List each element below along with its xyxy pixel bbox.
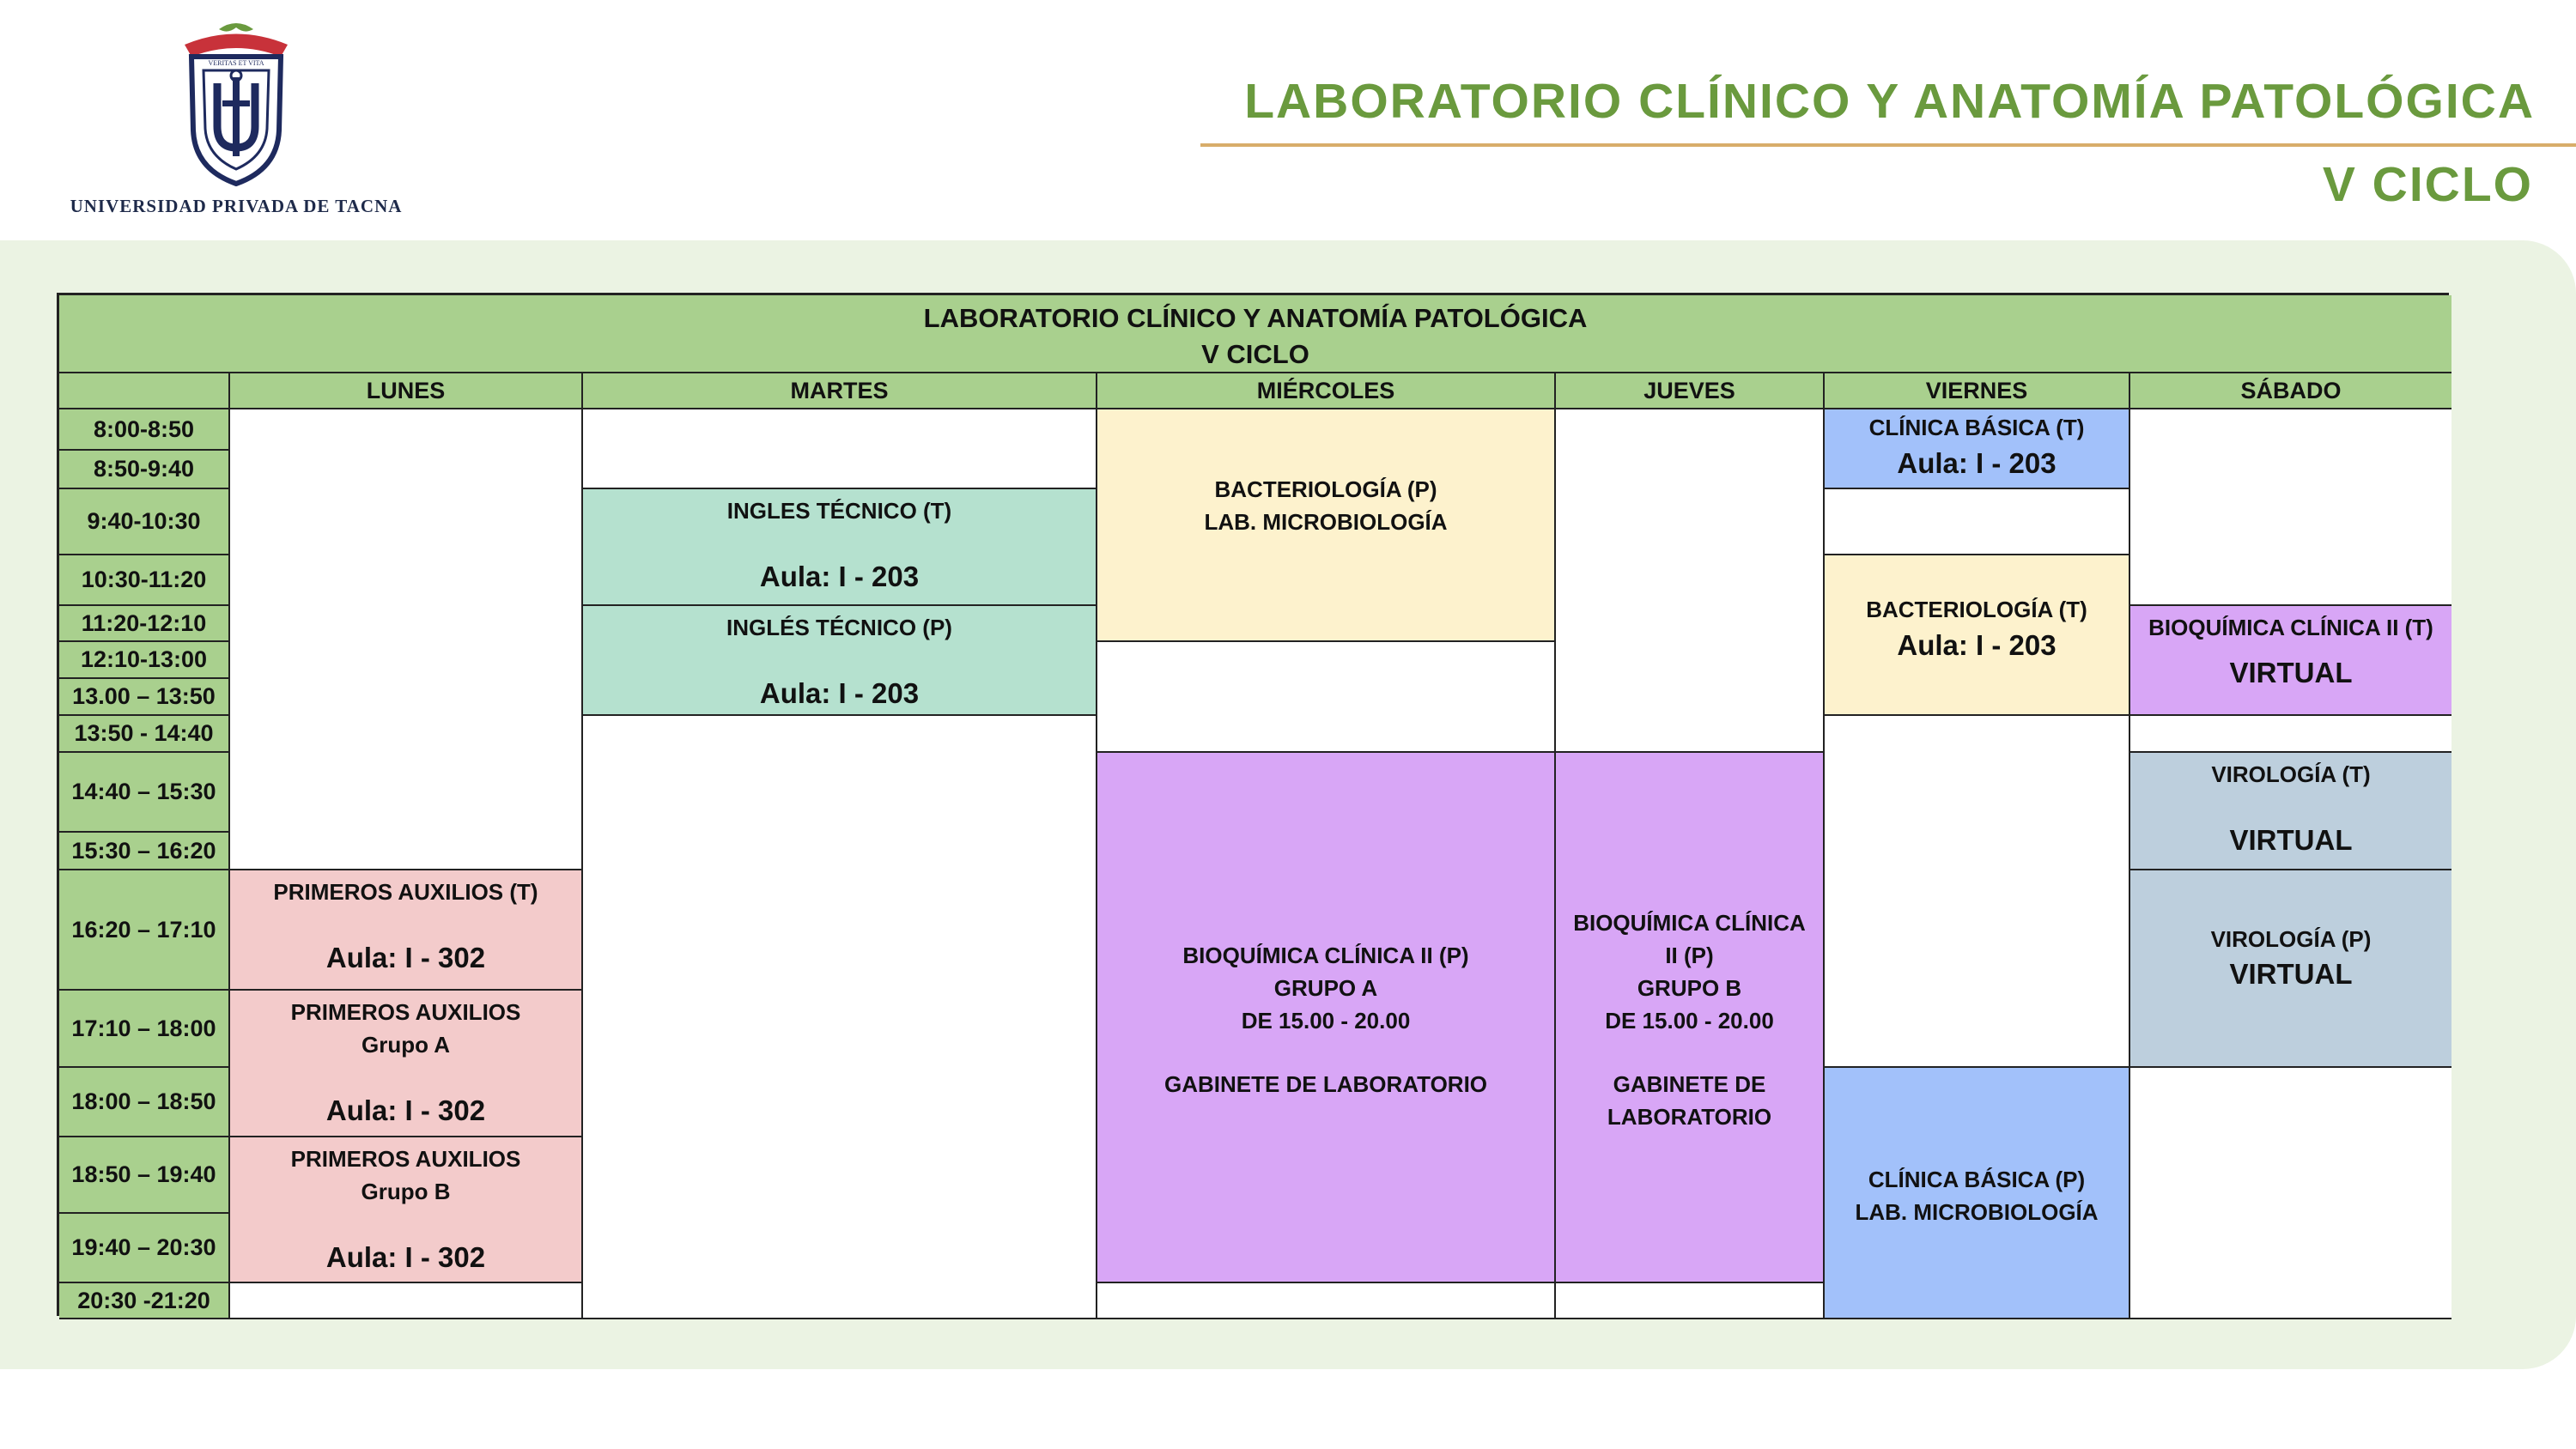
class-name: INGLÉS TÉCNICO (P)	[726, 615, 952, 640]
class-line: DE 15.00 - 20.00	[1605, 1008, 1774, 1034]
class-block-clinica-basica-p	[1825, 1068, 2130, 1319]
class-room: Aula: I - 203	[1897, 629, 2057, 661]
empty-slot	[1097, 1283, 1556, 1319]
class-room: VIRTUAL	[2229, 824, 2353, 856]
empty-slot	[2130, 409, 2451, 606]
day-header: VIERNES	[1825, 373, 2130, 409]
class-line: GABINETE DE	[1613, 1071, 1766, 1097]
class-block-bioquimica-p-grupo-a	[1097, 753, 1556, 1283]
class-group: Grupo B	[361, 1179, 451, 1204]
day-header: MIÉRCOLES	[1097, 373, 1556, 409]
class-block-primeros-auxilios-t	[230, 870, 583, 991]
empty-slot	[1556, 409, 1825, 753]
time-slot: 14:40 – 15:30	[59, 753, 230, 833]
empty-slot	[1825, 716, 2130, 1068]
page-subtitle: V CICLO	[2322, 157, 2533, 212]
class-line: GABINETE DE LABORATORIO	[1163, 1071, 1488, 1097]
class-name: CLÍNICA BÁSICA (T)	[1868, 415, 2085, 440]
time-slot: 15:30 – 16:20	[59, 833, 230, 870]
time-slot: 12:10-13:00	[59, 642, 230, 679]
class-room: Aula: I - 302	[325, 942, 486, 973]
class-line: BACTERIOLOGÍA (P)	[1214, 476, 1437, 502]
empty-slot	[583, 409, 1097, 489]
empty-slot	[230, 1283, 583, 1319]
class-name: VIROLOGÍA (P)	[2210, 926, 2372, 952]
empty-slot	[2130, 716, 2451, 753]
class-name: INGLES TÉCNICO (T)	[726, 498, 952, 524]
time-slot: 8:50-9:40	[59, 451, 230, 489]
class-name: PRIMEROS AUXILIOS (T)	[273, 879, 538, 905]
class-name: PRIMEROS AUXILIOS	[290, 1146, 521, 1172]
empty-slot	[1097, 642, 1556, 753]
time-slot: 20:30 -21:20	[59, 1283, 230, 1319]
day-header: MARTES	[583, 373, 1097, 409]
title-divider	[1200, 143, 2576, 147]
class-room: Aula: I - 203	[1897, 447, 2057, 479]
class-block-virologia-p	[2130, 870, 2451, 1068]
class-name: BACTERIOLOGÍA (T)	[1866, 597, 2087, 622]
class-name: VIROLOGÍA (T)	[2211, 761, 2371, 787]
class-line: BIOQUÍMICA CLÍNICA II (P)	[1182, 943, 1469, 968]
class-room: Aula: I - 302	[325, 1094, 486, 1126]
class-block-bioquimica-t	[2130, 606, 2451, 716]
time-slot: 9:40-10:30	[59, 489, 230, 555]
empty-slot	[1556, 1283, 1825, 1319]
svg-text:VERITAS ET VITA: VERITAS ET VITA	[208, 59, 264, 67]
time-slot: 17:10 – 18:00	[59, 991, 230, 1068]
class-line: GRUPO B	[1637, 975, 1742, 1001]
university-logo	[52, 19, 421, 225]
page-title: LABORATORIO CLÍNICO Y ANATOMÍA PATOLÓGICA	[1244, 74, 2535, 129]
empty-slot	[2130, 1068, 2451, 1319]
class-name: PRIMEROS AUXILIOS	[290, 999, 521, 1025]
class-name: BIOQUÍMICA CLÍNICA II (T)	[2148, 615, 2433, 640]
corner-cell	[59, 373, 230, 409]
class-line: CLÍNICA BÁSICA (P)	[1868, 1166, 2086, 1192]
class-group: Grupo A	[361, 1032, 451, 1058]
time-slot: 13:50 - 14:40	[59, 716, 230, 753]
class-line: GRUPO A	[1273, 975, 1378, 1001]
time-slot: 16:20 – 17:10	[59, 870, 230, 991]
class-block-primeros-auxilios-a	[230, 991, 583, 1137]
class-block-primeros-auxilios-b	[230, 1137, 583, 1283]
time-slot: 13.00 – 13:50	[59, 679, 230, 716]
class-line: LABORATORIO	[1607, 1104, 1772, 1130]
class-line: BIOQUÍMICA CLÍNICA	[1573, 910, 1806, 936]
class-line: LAB. MICROBIOLOGÍA	[1204, 508, 1448, 535]
class-line: DE 15.00 - 20.00	[1241, 1008, 1411, 1034]
class-room: Aula: I - 302	[325, 1241, 486, 1273]
class-room: Aula: I - 203	[759, 677, 920, 709]
empty-slot	[230, 409, 583, 870]
class-room: Aula: I - 203	[759, 561, 920, 592]
table-title	[59, 295, 2451, 373]
day-header: JUEVES	[1556, 373, 1825, 409]
class-block-ingles-tecnico-t	[583, 489, 1097, 606]
table-subtitle-text: V CICLO	[1201, 338, 1309, 369]
class-line: LAB. MICROBIOLOGÍA	[1855, 1198, 2099, 1225]
class-room: VIRTUAL	[2229, 657, 2353, 688]
class-block-ingles-tecnico-p	[583, 606, 1097, 716]
time-slot: 18:00 – 18:50	[59, 1068, 230, 1137]
day-header: SÁBADO	[2130, 373, 2451, 409]
time-slot: 18:50 – 19:40	[59, 1137, 230, 1214]
day-header: LUNES	[230, 373, 583, 409]
table-title-text: LABORATORIO CLÍNICO Y ANATOMÍA PATOLÓGICA	[923, 302, 1588, 333]
class-block-bacteriologia-t	[1825, 555, 2130, 716]
class-block-bacteriologia-p	[1097, 409, 1556, 642]
schedule-table	[57, 293, 2449, 1316]
empty-slot	[583, 716, 1097, 1319]
crest-icon	[167, 19, 305, 191]
class-block-virologia-t	[2130, 753, 2451, 870]
time-slot: 19:40 – 20:30	[59, 1214, 230, 1283]
class-block-bioquimica-p-grupo-b	[1556, 753, 1825, 1283]
empty-slot	[1825, 489, 2130, 555]
class-line: II (P)	[1665, 943, 1714, 968]
time-slot: 11:20-12:10	[59, 606, 230, 642]
university-name: UNIVERSIDAD PRIVADA DE TACNA	[70, 196, 403, 216]
class-block-clinica-basica-t	[1825, 409, 2130, 489]
class-room: VIRTUAL	[2229, 958, 2353, 990]
time-slot: 10:30-11:20	[59, 555, 230, 606]
time-slot: 8:00-8:50	[59, 409, 230, 451]
